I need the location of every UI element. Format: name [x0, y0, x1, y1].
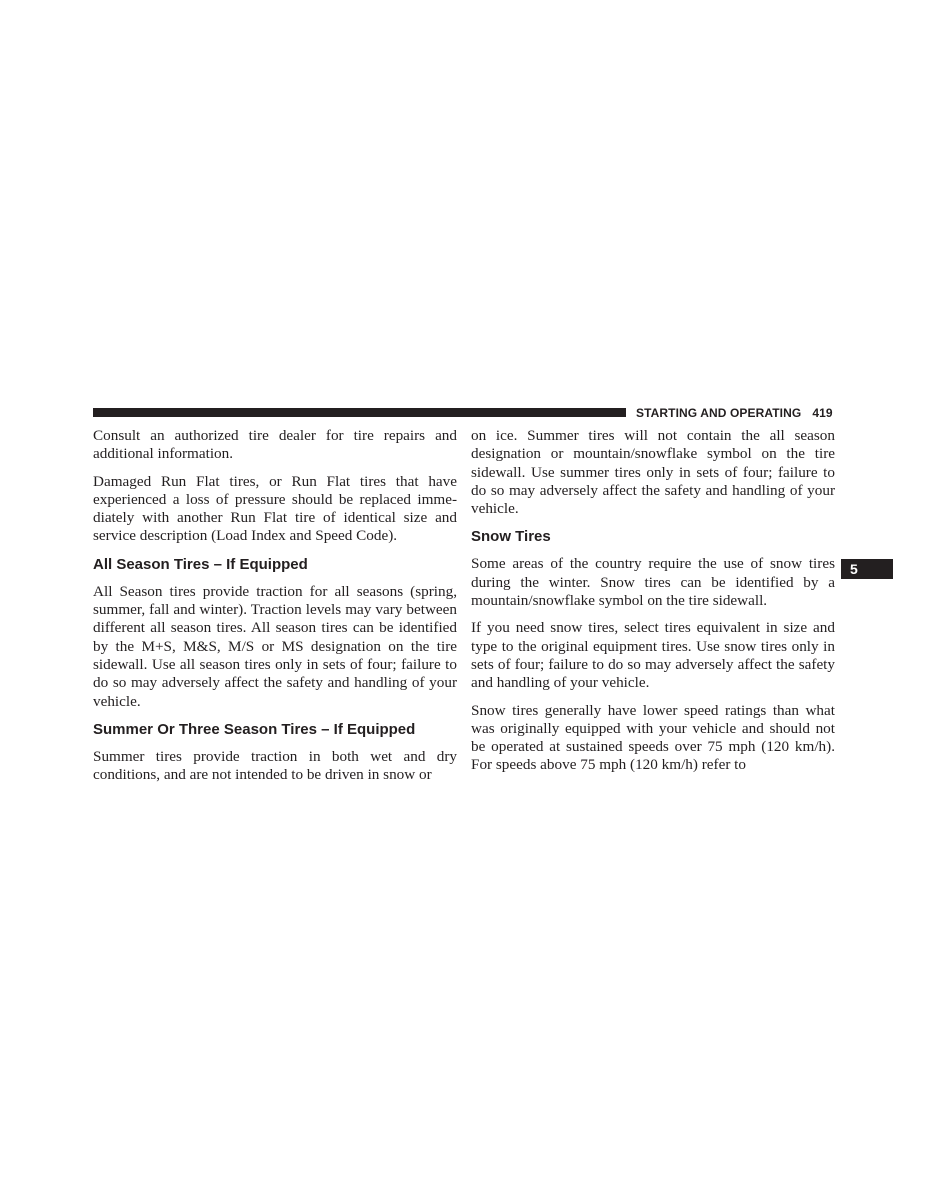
section-title: STARTING AND OPERATING — [636, 406, 802, 420]
paragraph: All Season tires provide traction for all seasons (spring, summer, fall and winter). Traction levels may vary between different all season tires. All season tires can be identified by the M+S, M&S, M/S or MS designation on the tire sidewall. Use all season tires only in sets of four; failure to do so may adversely affect the safety and handling of your vehicle. — [93, 582, 457, 710]
paragraph: If you need snow tires, select tires equivalent in size and type to the original equipment tires. Use snow tires only in sets of four; failure to do so may adversely affect the safety and handling of your vehicle. — [471, 619, 835, 692]
chapter-tab: 5 — [841, 559, 893, 579]
header-rule — [93, 408, 626, 417]
paragraph: Consult an authorized tire dealer for tire repairs and additional information. — [93, 427, 457, 463]
paragraph: Summer tires provide traction in both wet and dry conditions, and are not intended to be driven in snow or — [93, 747, 457, 784]
section-heading: All Season Tires – If Equipped — [93, 555, 308, 573]
paragraph: on ice. Summer tires will not contain the all season designation or mountain/snowflake symbol on the tire sidewall. Use summer tires only in sets of four; failure to do so may adversely affect the safety and handling of your vehicle. — [471, 427, 835, 518]
page-number: 419 — [812, 406, 833, 420]
paragraph: Some areas of the country require the use of snow tires during the winter. Snow tires can be identified by a mountain/snowflake symbol on the tire sidewall. — [471, 555, 835, 610]
right-column — [471, 427, 835, 784]
running-header — [636, 405, 836, 421]
left-column — [93, 427, 457, 793]
section-heading: Snow Tires — [471, 528, 551, 546]
section-heading: Summer Or Three Season Tires – If Equipped — [93, 720, 416, 738]
paragraph: Damaged Run Flat tires, or Run Flat tires that have experienced a loss of pressure should be replaced immediately with another Run Flat tire of identical size and service description (Load Index and Speed Code). — [93, 472, 457, 545]
paragraph: Snow tires generally have lower speed ratings than what was originally equipped with your vehicle and should not be operated at sustained speeds over 75 mph (120 km/h). For speeds above 75 mph (120 km/h) refer to — [471, 701, 835, 774]
